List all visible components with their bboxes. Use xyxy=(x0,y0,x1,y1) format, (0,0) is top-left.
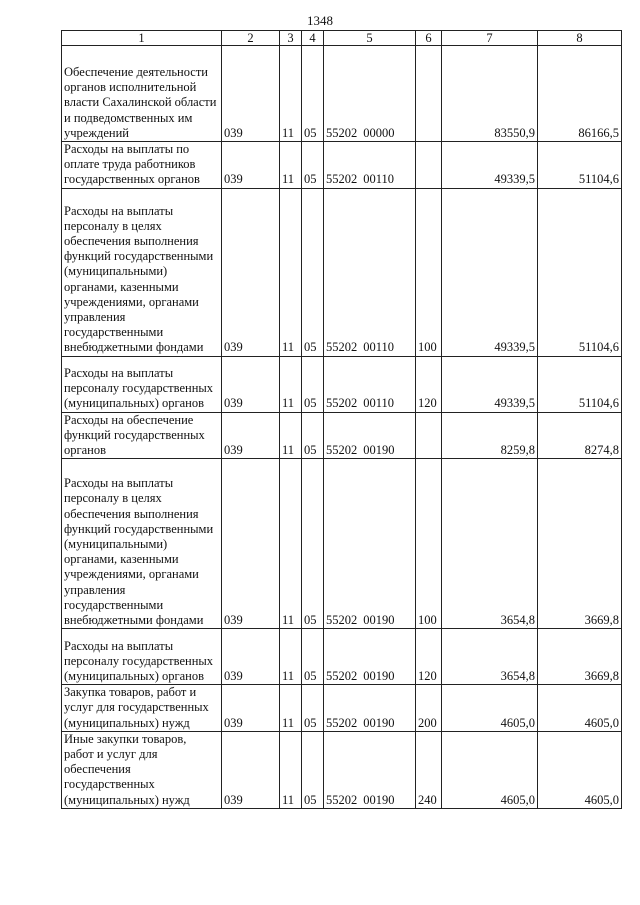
subsection-cell: 05 xyxy=(302,46,324,142)
expense-type-cell xyxy=(416,142,442,189)
admin-code-cell: 039 xyxy=(222,46,280,142)
table-row xyxy=(62,142,622,189)
target-direction-code: 00000 xyxy=(363,125,395,140)
column-header: 6 xyxy=(416,31,442,46)
subsection-cell: 05 xyxy=(302,412,324,459)
target-program-code: 55202 xyxy=(326,669,358,684)
subsection-cell: 05 xyxy=(302,142,324,189)
target-article-cell xyxy=(324,46,416,142)
section-cell: 11 xyxy=(280,629,302,685)
amount-year1-cell: 3654,8 xyxy=(442,459,538,629)
amount-year2-cell: 3669,8 xyxy=(538,459,622,629)
column-header: 4 xyxy=(302,31,324,46)
section-cell: 11 xyxy=(280,356,302,412)
expense-type-cell: 200 xyxy=(416,685,442,732)
target-article-cell xyxy=(324,188,416,356)
amount-year2-cell: 8274,8 xyxy=(538,412,622,459)
subsection-cell: 05 xyxy=(302,188,324,356)
amount-year2-cell: 51104,6 xyxy=(538,188,622,356)
row-name-cell: Иные закупки товаров, работ и услуг для обеспечения государственных (муниципальных) нужд xyxy=(62,731,222,808)
subsection-cell: 05 xyxy=(302,731,324,808)
column-header: 1 xyxy=(62,31,222,46)
target-program-code: 55202 xyxy=(326,792,358,807)
expense-type-cell: 120 xyxy=(416,356,442,412)
expense-type-cell xyxy=(416,46,442,142)
row-name-cell: Расходы на выплаты персоналу в целях обеспечения выполнения функций государственными (муниципальными) органами, казенными учреждениями, органами управления государственными внебюджетными фондами xyxy=(62,188,222,356)
amount-year2-cell: 51104,6 xyxy=(538,142,622,189)
amount-year1-cell: 83550,9 xyxy=(442,46,538,142)
target-article-cell xyxy=(324,685,416,732)
target-article-cell xyxy=(324,459,416,629)
header-row xyxy=(62,31,622,46)
section-cell: 11 xyxy=(280,685,302,732)
admin-code-cell: 039 xyxy=(222,356,280,412)
target-article-cell xyxy=(324,629,416,685)
target-direction-code: 00190 xyxy=(363,613,395,628)
row-name-cell: Закупка товаров, работ и услуг для государственных (муниципальных) нужд xyxy=(62,685,222,732)
amount-year1-cell: 49339,5 xyxy=(442,188,538,356)
amount-year1-cell: 49339,5 xyxy=(442,142,538,189)
target-direction-code: 00110 xyxy=(363,396,395,411)
column-header: 7 xyxy=(442,31,538,46)
section-cell: 11 xyxy=(280,459,302,629)
amount-year2-cell: 4605,0 xyxy=(538,685,622,732)
amount-year2-cell: 86166,5 xyxy=(538,46,622,142)
target-program-code: 55202 xyxy=(326,340,358,355)
amount-year2-cell: 3669,8 xyxy=(538,629,622,685)
admin-code-cell: 039 xyxy=(222,412,280,459)
admin-code-cell: 039 xyxy=(222,731,280,808)
table-row xyxy=(62,188,622,356)
subsection-cell: 05 xyxy=(302,629,324,685)
table-row xyxy=(62,356,622,412)
section-cell: 11 xyxy=(280,731,302,808)
amount-year1-cell: 4605,0 xyxy=(442,731,538,808)
target-article-cell xyxy=(324,412,416,459)
target-program-code: 55202 xyxy=(326,715,358,730)
column-header: 5 xyxy=(324,31,416,46)
section-cell: 11 xyxy=(280,142,302,189)
table-body xyxy=(62,46,622,809)
expense-type-cell: 100 xyxy=(416,188,442,356)
target-article-cell xyxy=(324,142,416,189)
row-name-cell: Расходы на выплаты по оплате труда работников государственных органов xyxy=(62,142,222,189)
amount-year1-cell: 49339,5 xyxy=(442,356,538,412)
column-header: 2 xyxy=(222,31,280,46)
row-name-cell: Расходы на выплаты персоналу в целях обеспечения выполнения функций государственными (муниципальными) органами, казенными учреждениями, органами управления государственными внебюджетными фондами xyxy=(62,459,222,629)
subsection-cell: 05 xyxy=(302,459,324,629)
target-direction-code: 00190 xyxy=(363,715,395,730)
expense-type-cell: 120 xyxy=(416,629,442,685)
admin-code-cell: 039 xyxy=(222,142,280,189)
amount-year1-cell: 8259,8 xyxy=(442,412,538,459)
table-row xyxy=(62,412,622,459)
admin-code-cell: 039 xyxy=(222,629,280,685)
subsection-cell: 05 xyxy=(302,685,324,732)
row-name-cell: Расходы на обеспечение функций государственных органов xyxy=(62,412,222,459)
target-direction-code: 00190 xyxy=(363,669,395,684)
section-cell: 11 xyxy=(280,188,302,356)
expense-type-cell: 240 xyxy=(416,731,442,808)
section-cell: 11 xyxy=(280,412,302,459)
budget-table xyxy=(61,30,622,809)
target-program-code: 55202 xyxy=(326,613,358,628)
row-name-cell: Расходы на выплаты персоналу государственных (муниципальных) органов xyxy=(62,629,222,685)
subsection-cell: 05 xyxy=(302,356,324,412)
page-number: 1348 xyxy=(307,13,333,28)
table-row xyxy=(62,629,622,685)
table-row xyxy=(62,731,622,808)
amount-year1-cell: 4605,0 xyxy=(442,685,538,732)
table-row xyxy=(62,459,622,629)
target-program-code: 55202 xyxy=(326,172,358,187)
target-direction-code: 00110 xyxy=(363,340,395,355)
target-direction-code: 00190 xyxy=(363,792,395,807)
table-row xyxy=(62,46,622,142)
expense-type-cell: 100 xyxy=(416,459,442,629)
column-header: 8 xyxy=(538,31,622,46)
target-program-code: 55202 xyxy=(326,125,358,140)
target-direction-code: 00110 xyxy=(363,172,395,187)
table-row xyxy=(62,685,622,732)
target-program-code: 55202 xyxy=(326,396,358,411)
row-name-cell: Расходы на выплаты персоналу государственных (муниципальных) органов xyxy=(62,356,222,412)
amount-year1-cell: 3654,8 xyxy=(442,629,538,685)
expense-type-cell xyxy=(416,412,442,459)
target-article-cell xyxy=(324,356,416,412)
row-name-cell: Обеспечение деятельности органов исполнительной власти Сахалинской области и подведомственных им учреждений xyxy=(62,46,222,142)
admin-code-cell: 039 xyxy=(222,459,280,629)
amount-year2-cell: 51104,6 xyxy=(538,356,622,412)
target-direction-code: 00190 xyxy=(363,443,395,458)
column-header: 3 xyxy=(280,31,302,46)
admin-code-cell: 039 xyxy=(222,188,280,356)
target-article-cell xyxy=(324,731,416,808)
target-program-code: 55202 xyxy=(326,443,358,458)
amount-year2-cell: 4605,0 xyxy=(538,731,622,808)
admin-code-cell: 039 xyxy=(222,685,280,732)
section-cell: 11 xyxy=(280,46,302,142)
